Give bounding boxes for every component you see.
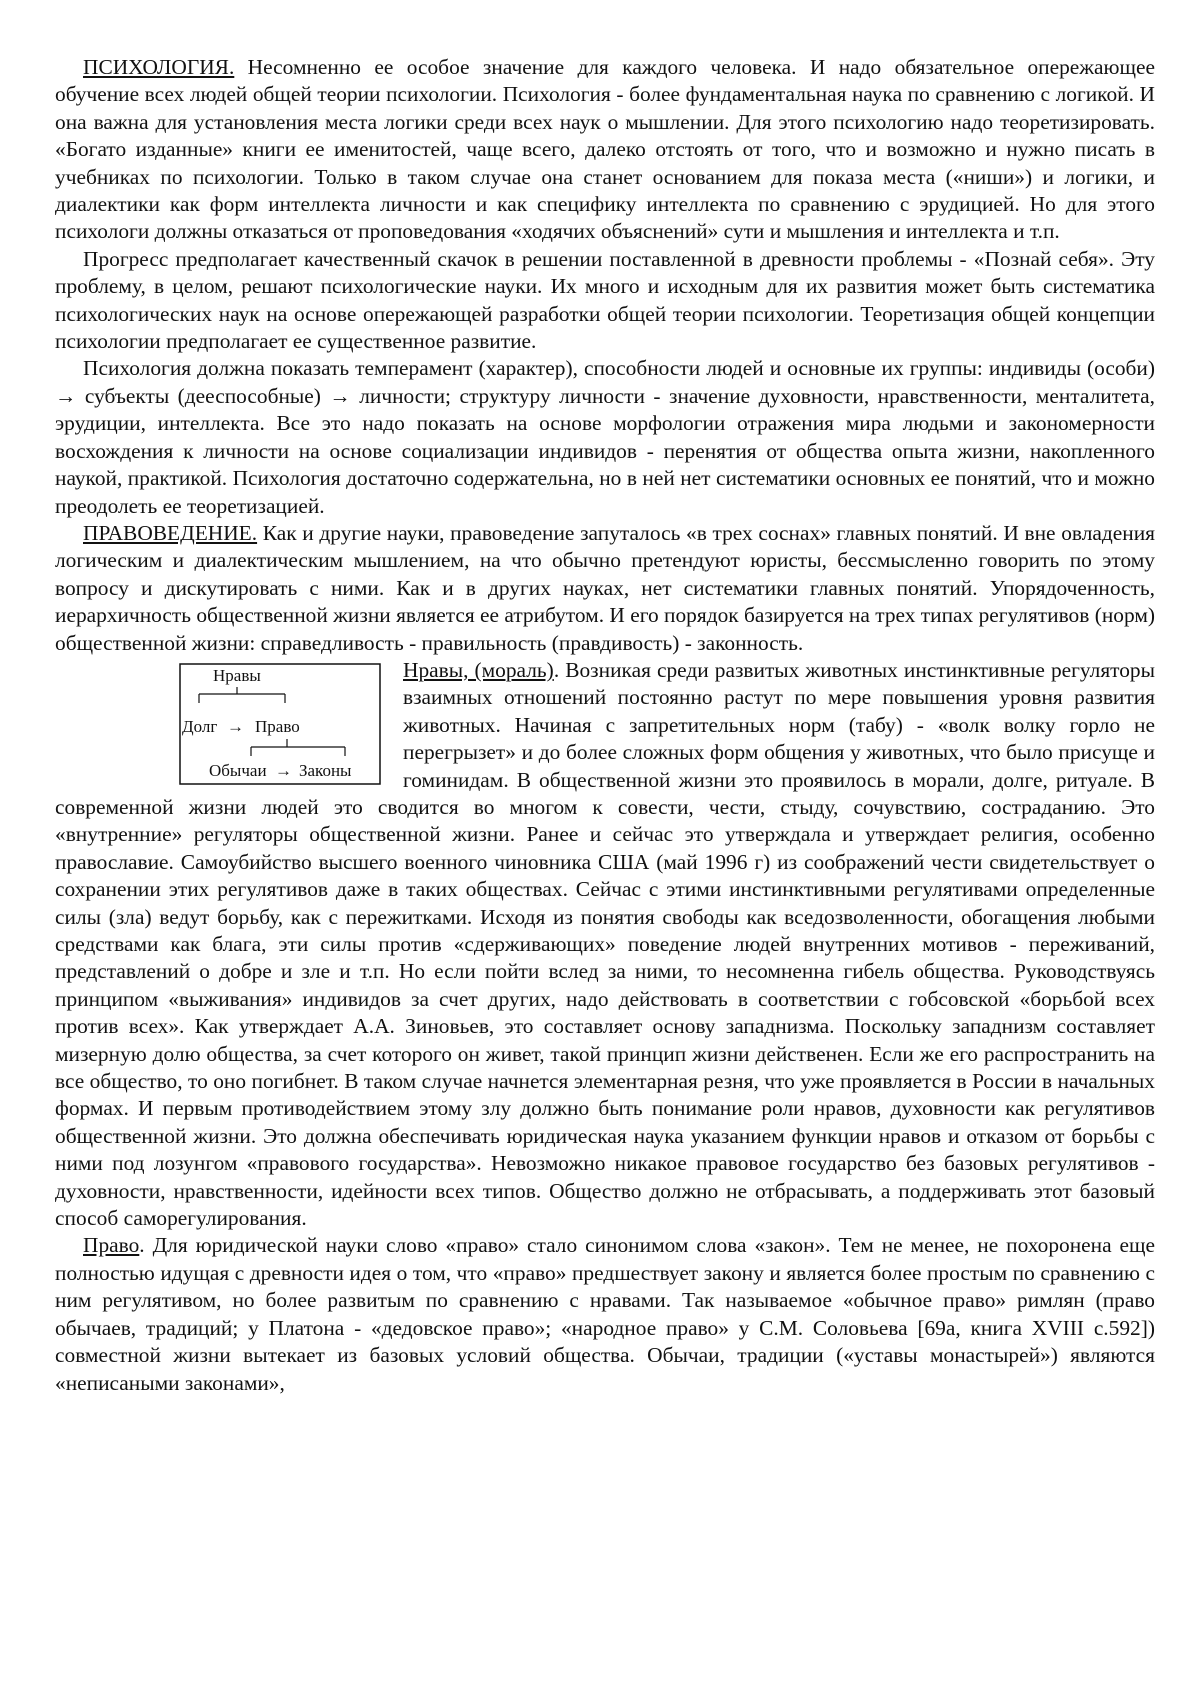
diagram-node-duty: Долг [182, 716, 218, 736]
paragraph-right [55, 1232, 1155, 1396]
heading-law: ПРАВОВЕДЕНИЕ. [83, 520, 258, 545]
morals-section [55, 657, 1155, 1233]
paragraph-text: . Для юридической науки слово «право» стало синонимом слова «закон». Тем не менее, не похоронена еще полностью идущая с древности идея о том, что «право» предшествует закону и является более простым по сравнению с ним регулятивом, но более развитым по сравнению с нравами. Так называемое «обычное право» римлян (право обычаев, традиций; у Платона - «дедовское право»; «народное право» у С.М. Соловьева [69а, книга XVIII с.592]) совместной жизни вытекает из базовых условий общества. Обычаи, традиции («уставы монастырей») являются «неписаными законами», [55, 1233, 1155, 1395]
heading-right: Право [83, 1233, 140, 1258]
regulatives-diagram [179, 663, 381, 785]
document-page [55, 54, 1155, 1397]
diagram-node-right: Право [255, 716, 300, 736]
diagram-node-customs: Обычаи [209, 760, 267, 780]
heading-morals: Нравы, (мораль) [403, 657, 554, 682]
diagram-node-morals: Нравы [213, 665, 261, 685]
paragraph-text: Как и другие науки, правоведение запуталось «в трех соснах» главных понятий. И вне овладения логическим и диалектическим мышлением, на что обычно претендуют юристы, бессмысленно говорить по этому вопросу и дискутировать с ними. Как и в других науках, нет систематики главных понятий. Упорядоченность, иерархичность общественной жизни является ее атрибутом. И его порядок базируется на трех типах регулятивов (норм) общественной жизни: справедливость - правильность (правдивость) - законность. [55, 520, 1155, 655]
paragraph-text: . Возникая среди развитых животных инстинктивные регуляторы взаимных отношений постоянно растут по мере повышения уровня развития животных. Начиная с запретительных норм (табу) - «волк волку горло не перегрызет» и до более сложных форм общения у животных, что было присуще и гоминидам. В общественной жизни это проявилось в морали, долге, ритуале. В современной жизни людей это сводится во многом к совести, чести, стыду, сочувствию, состраданию. Это «внутренние» регуляторы общественной жизни. Ранее и сейчас это утверждала и утверждает религия, особенно православие. Самоубийство высшего военного чиновника США (май 1996 г) из соображений чести свидетельствует о сохранении этих регулятивов даже в таких обществах. Сейчас с этими инстинктивными регулятивами определенные силы (зла) ведут борьбу, как с пережитками. Исходя из понятия свободы как вседозволенности, обогащения любыми средствами как блага, эти силы против «сдерживающих» поведение людей внутренних мотивов - переживаний, представлений о добре и зле и т.п. Но если пойти вслед за ними, то несомненна гибель общества. Руководствуясь принципом «выживания» индивидов за счет других, надо действовать в соответствии с гобсовской «борьбой всех против всех». Как утверждает А.А. Зиновьев, это составляет основу западнизма. Поскольку западнизм составляет мизерную долю общества, за счет которого он живет, такой принцип жизни действенен. Если же его распространить на все общество, то оно погибнет. В таком случае начнется элементарная резня, что уже проявляется в России в начальных формах. И первым противодействием этому злу должно быть понимание роли нравов, духовности как регулятивов общественной жизни. Это должна обеспечивать юридическая наука указанием функции нравов и отказом от борьбы с ними под лозунгом «правового государства». Невозможно никакое правовое государство без базовых регулятивов - духовности, нравственности, идейности всех типов. Общество должно не отбрасывать, а поддерживать этот базовый способ саморегулирования. [55, 657, 1155, 1231]
diagram-arrow: → [227, 716, 244, 736]
diagram-arrow: → [275, 760, 292, 780]
paragraph-law-intro [55, 520, 1155, 657]
paragraph-text: Несомненно ее особое значение для каждого человека. И надо обязательное опережающее обучение всех людей общей теории психологии. Психология - более фундаментальная наука по сравнению с логикой. И она важна для установления места логики среди всех наук о мышлении. Для этого психологию надо теоретизировать. «Богато изданные» книги ее именитостей, чаще всего, далеко отстоять от того, что и возможно и нужно писать в учебниках по психологии. Только в таком случае она станет основанием для показа места («ниши») и логики, и диалектики как форм интеллекта личности и как специфику интеллекта по сравнению с эрудицией. Но для этого психологи должны отказаться от проповедования «ходячих объяснений» сути и мышления и интеллекта и т.п. [55, 55, 1155, 244]
paragraph-psychology-progress: Прогресс предполагает качественный скачок в решении поставленной в древности проблемы - «Познай себя». Эту проблему, в целом, решают психологические науки. Их много и исходным для их развития может быть систематика психологических наук на основе опережающей разработки общей теории психологии. Теоретизация общей концепции психологии предполагает ее существенное развитие. [55, 246, 1155, 354]
diagram-node-laws: Законы [299, 760, 352, 780]
paragraph-psychology-intro [55, 54, 1155, 246]
paragraph-psychology-structure: Психология должна показать темперамент (характер), способности людей и основные их группы: индивиды (особи) → субъекты (дееспособные) → личности; структуру личности - значение духовности, нравственности, менталитета, эрудиции, интеллекта. Все это надо показать на основе морфологии отражения мира людьми и закономерности восхождения к личности на основе социализации индивидов - перенятия от общества опыта жизни, накопленного наукой, практикой. Психология достаточно содержательна, но в ней нет систематики основных ее понятий, что и можно преодолеть ее теоретизацией. [55, 356, 1155, 518]
heading-psychology: ПСИХОЛОГИЯ. [83, 55, 235, 79]
